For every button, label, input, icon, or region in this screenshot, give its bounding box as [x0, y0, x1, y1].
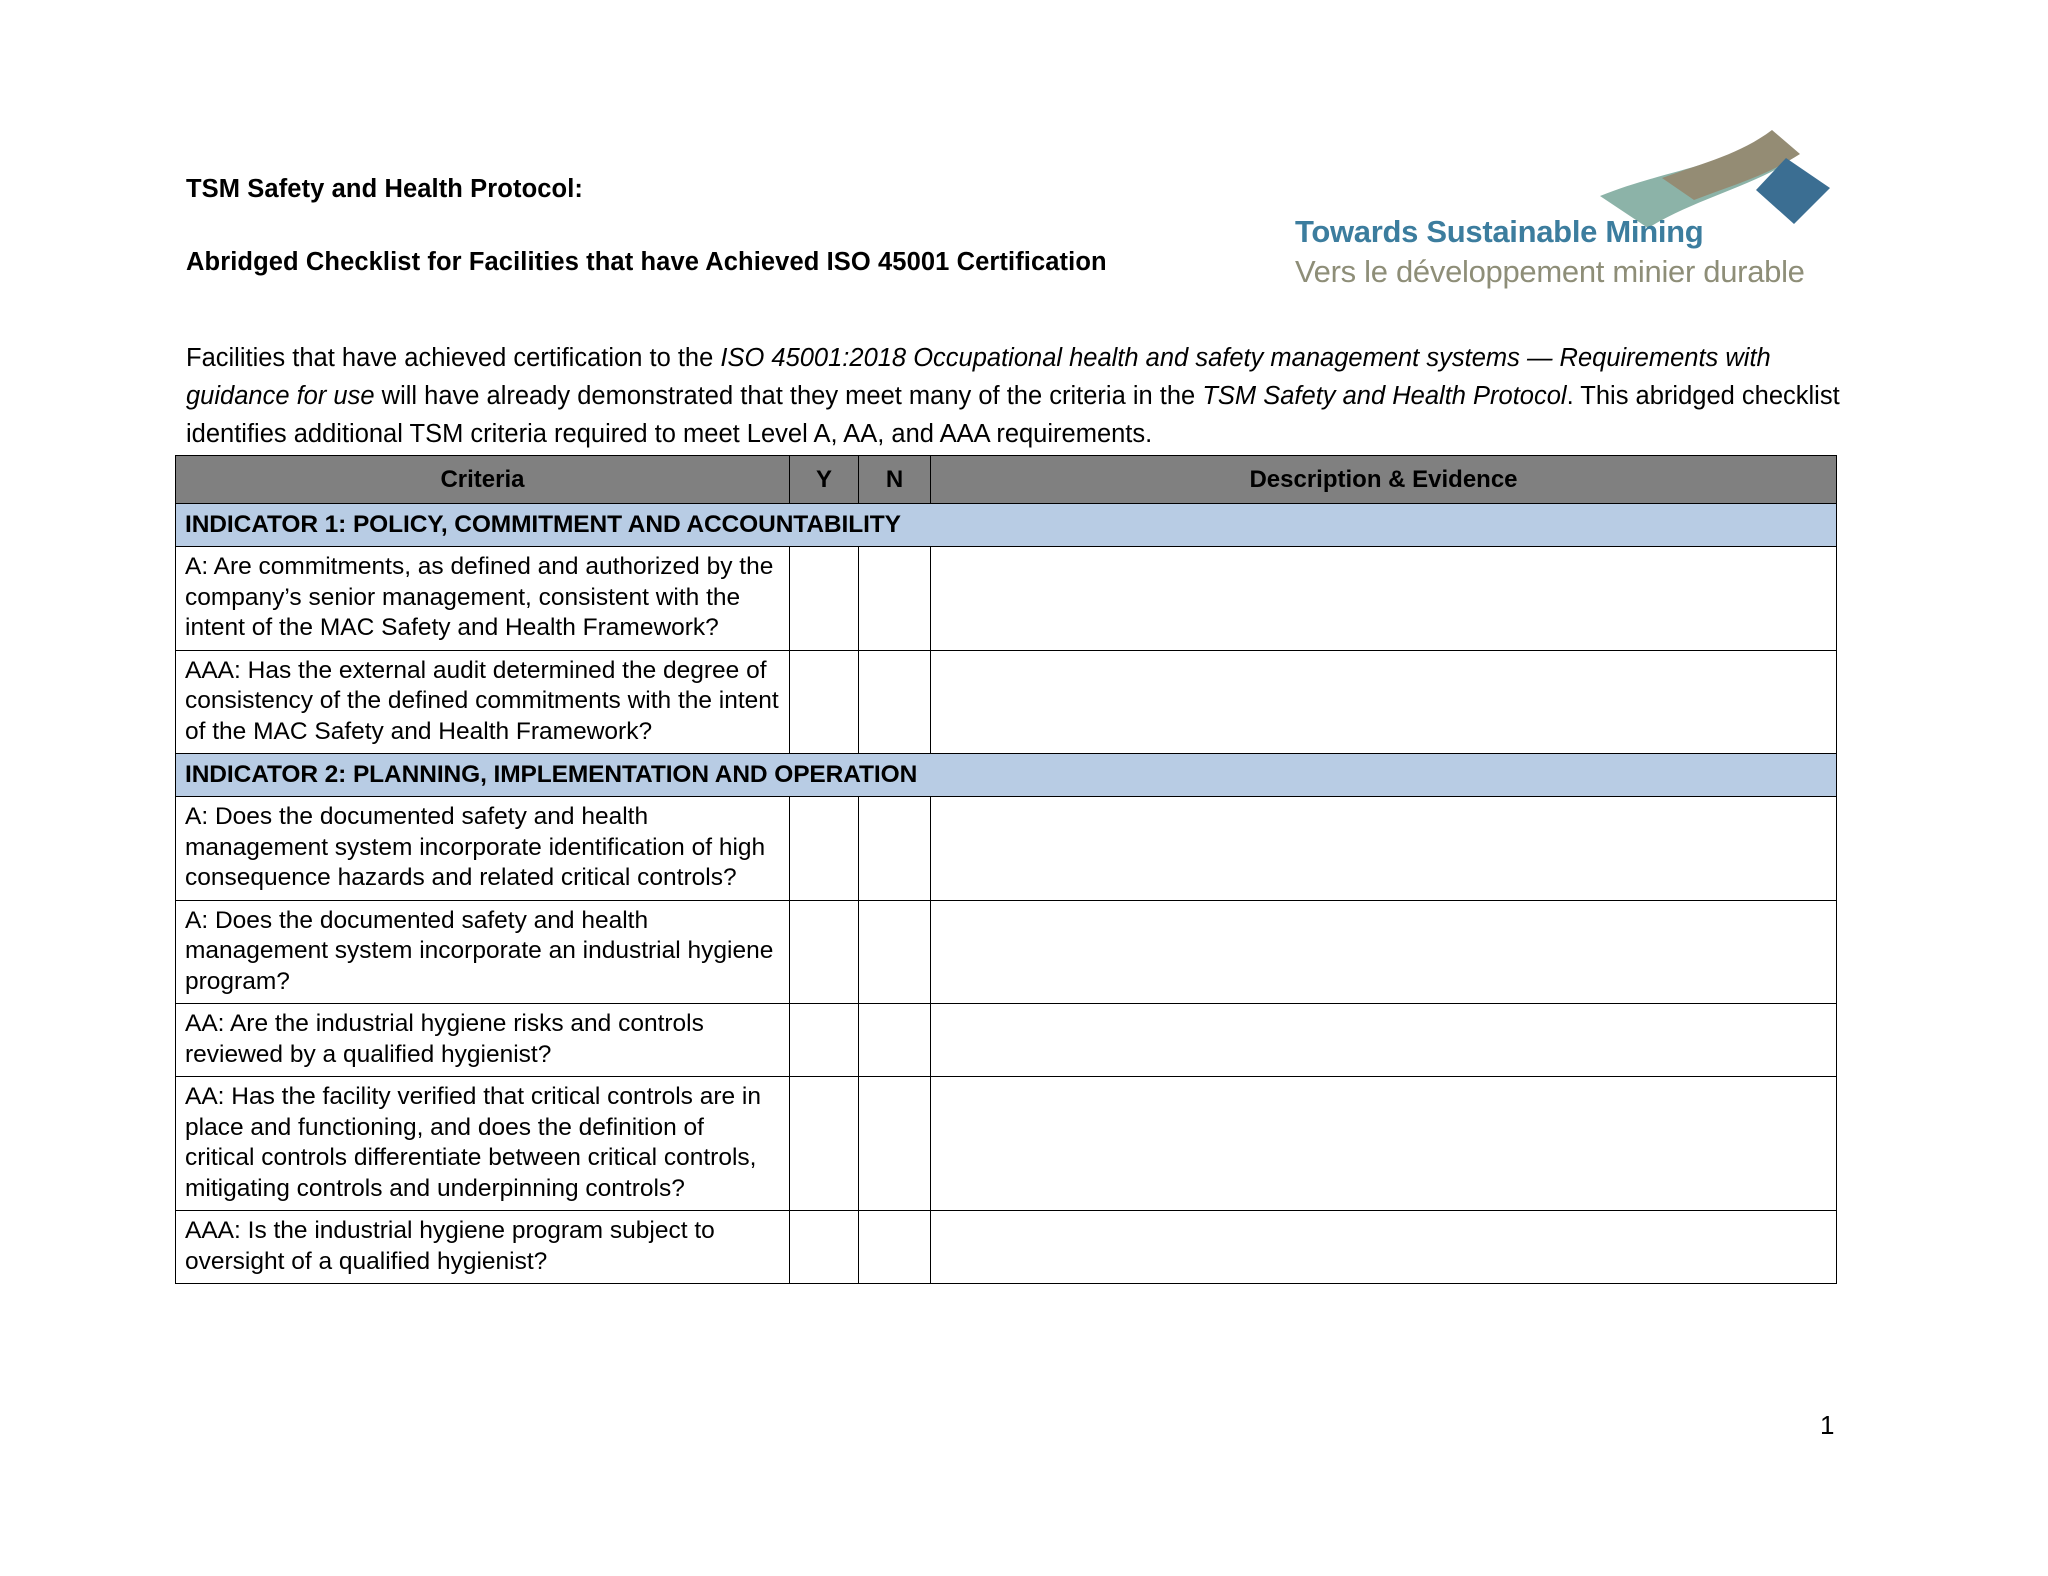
- checklist-table: [175, 455, 1837, 1284]
- criterion-n-checkbox-cell[interactable]: [859, 1211, 931, 1284]
- criterion-row: [176, 797, 1837, 901]
- intro-text-part1: Facilities that have achieved certification to the: [186, 343, 721, 372]
- criterion-description-cell[interactable]: [931, 1004, 1837, 1077]
- criterion-row: [176, 900, 1837, 1004]
- criterion-row: [176, 1004, 1837, 1077]
- indicator-label: INDICATOR 1: POLICY, COMMITMENT AND ACCOUNTABILITY: [176, 504, 1837, 547]
- criterion-text: AAA: Is the industrial hygiene program subject to oversight of a qualified hygienist?: [176, 1211, 790, 1284]
- criterion-text: A: Are commitments, as defined and authorized by the company’s senior management, consistent with the intent of the MAC Safety and Health Framework?: [176, 547, 790, 651]
- criterion-row: [176, 1077, 1837, 1211]
- intro-text-part3: . This abridged checklist identifies additional TSM criteria required to meet Level A, AA, and AAA requirements.: [186, 381, 1840, 448]
- table-header-row: [176, 456, 1837, 504]
- indicator-row: [176, 754, 1837, 797]
- tsm-logo-text-en: Towards Sustainable Mining: [1295, 214, 1704, 249]
- criterion-description-cell[interactable]: [931, 1211, 1837, 1284]
- criterion-description-cell[interactable]: [931, 797, 1837, 901]
- intro-text-part2: will have already demonstrated that they meet many of the criteria in the: [374, 381, 1203, 410]
- criterion-text: A: Does the documented safety and health management system incorporate an industrial hygiene program?: [176, 900, 790, 1004]
- criterion-description-cell[interactable]: [931, 1077, 1837, 1211]
- criterion-description-cell[interactable]: [931, 547, 1837, 651]
- criterion-y-checkbox-cell[interactable]: [790, 900, 859, 1004]
- criterion-text: A: Does the documented safety and health management system incorporate identification of high consequence hazards and related critical controls?: [176, 797, 790, 901]
- criterion-row: [176, 547, 1837, 651]
- criterion-n-checkbox-cell[interactable]: [859, 650, 931, 754]
- tsm-logo: [1295, 128, 1840, 289]
- intro-paragraph: [186, 339, 1841, 453]
- indicator-row: [176, 504, 1837, 547]
- criterion-description-cell[interactable]: [931, 900, 1837, 1004]
- criterion-y-checkbox-cell[interactable]: [790, 1211, 859, 1284]
- document-title-line2: Abridged Checklist for Facilities that have Achieved ISO 45001 Certification: [186, 248, 1107, 277]
- criterion-text: AA: Has the facility verified that critical controls are in place and functioning, and does the definition of critical controls differentiate between critical controls, mitigating controls and underpinning controls?: [176, 1077, 790, 1211]
- column-header-y: Y: [790, 456, 859, 504]
- intro-standard-name: ISO 45001:2018 Occupational health and safety management systems — Requirements with guidance for use: [186, 343, 1771, 410]
- criterion-row: [176, 1211, 1837, 1284]
- criterion-n-checkbox-cell[interactable]: [859, 547, 931, 651]
- page-number: 1: [1820, 1410, 1835, 1440]
- criterion-n-checkbox-cell[interactable]: [859, 900, 931, 1004]
- criterion-n-checkbox-cell[interactable]: [859, 1077, 931, 1211]
- intro-protocol-name: TSM Safety and Health Protocol: [1202, 381, 1567, 410]
- criterion-description-cell[interactable]: [931, 650, 1837, 754]
- criterion-n-checkbox-cell[interactable]: [859, 1004, 931, 1077]
- criterion-text: AAA: Has the external audit determined the degree of consistency of the defined commitments with the intent of the MAC Safety and Health Framework?: [176, 650, 790, 754]
- table-header: [176, 456, 1837, 504]
- criterion-text: AA: Are the industrial hygiene risks and controls reviewed by a qualified hygienist?: [176, 1004, 790, 1077]
- indicator-label: INDICATOR 2: PLANNING, IMPLEMENTATION AND OPERATION: [176, 754, 1837, 797]
- criterion-n-checkbox-cell[interactable]: [859, 797, 931, 901]
- document-title-line1: TSM Safety and Health Protocol:: [186, 175, 583, 203]
- criterion-y-checkbox-cell[interactable]: [790, 650, 859, 754]
- table-body: [176, 504, 1837, 1284]
- criterion-y-checkbox-cell[interactable]: [790, 797, 859, 901]
- column-header-n: N: [859, 456, 931, 504]
- criterion-y-checkbox-cell[interactable]: [790, 1004, 859, 1077]
- tsm-logo-text-fr: Vers le développement minier durable: [1295, 254, 1805, 289]
- column-header-description: Description & Evidence: [931, 456, 1837, 504]
- criterion-y-checkbox-cell[interactable]: [790, 1077, 859, 1211]
- column-header-criteria: Criteria: [176, 456, 790, 504]
- criterion-y-checkbox-cell[interactable]: [790, 547, 859, 651]
- criterion-row: [176, 650, 1837, 754]
